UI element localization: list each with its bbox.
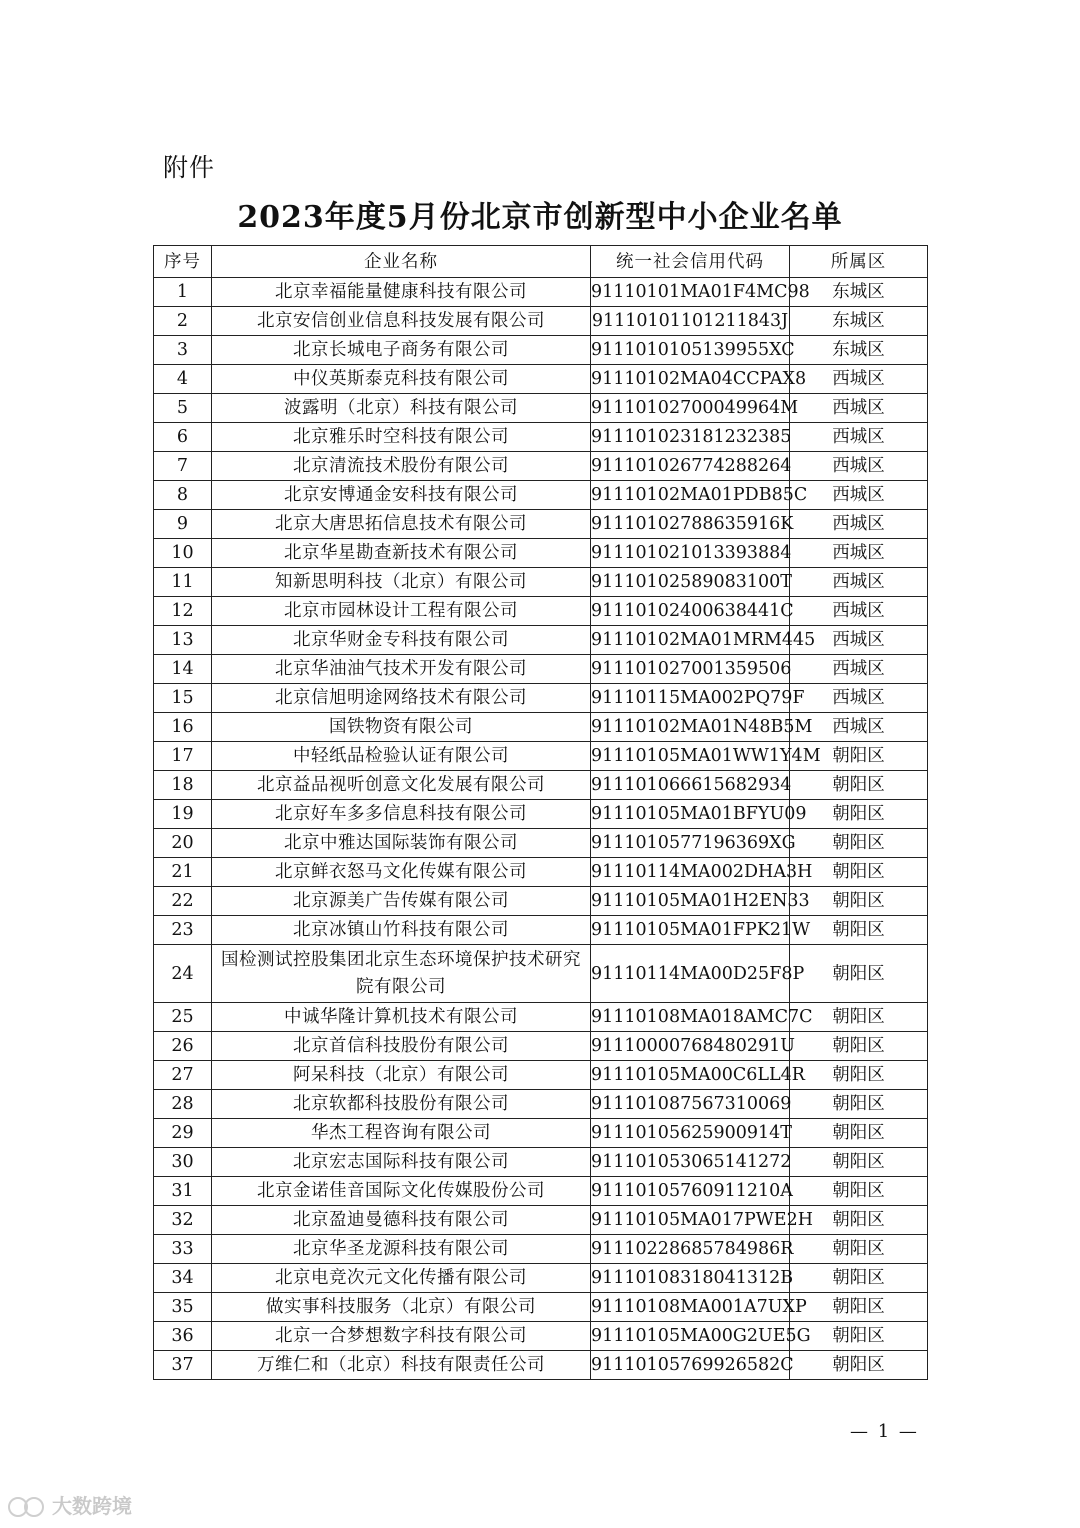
credit-code: 91110102700049964M: [591, 394, 790, 423]
district: 朝阳区: [790, 829, 928, 858]
district: 朝阳区: [790, 916, 928, 945]
district: 朝阳区: [790, 1322, 928, 1351]
district: 东城区: [790, 307, 928, 336]
credit-code: 911101066615682934: [591, 771, 790, 800]
company-name: 北京金诺佳音国际文化传媒股份公司: [212, 1177, 591, 1206]
row-index: 16: [154, 713, 212, 742]
table-body: [154, 278, 928, 1380]
district: 西城区: [790, 684, 928, 713]
credit-code: 91110101101211843J: [591, 307, 790, 336]
table-row: [154, 887, 928, 916]
company-name: 波露明（北京）科技有限公司: [212, 394, 591, 423]
credit-code: 91110102589083100T: [591, 568, 790, 597]
credit-code: 91110114MA00D25F8P: [591, 945, 790, 1003]
enterprise-table: [153, 245, 928, 1380]
district: 西城区: [790, 394, 928, 423]
dashu-logo-icon: [6, 1492, 46, 1518]
row-index: 29: [154, 1119, 212, 1148]
district: 朝阳区: [790, 1235, 928, 1264]
row-index: 15: [154, 684, 212, 713]
company-name: 北京源美广告传媒有限公司: [212, 887, 591, 916]
table-row: [154, 1032, 928, 1061]
company-name: 北京大唐思拓信息技术有限公司: [212, 510, 591, 539]
table-row: [154, 1119, 928, 1148]
district: 朝阳区: [790, 742, 928, 771]
credit-code: 91110102MA01MRM445: [591, 626, 790, 655]
company-name: 阿呆科技（北京）有限公司: [212, 1061, 591, 1090]
table-row: [154, 655, 928, 684]
row-index: 37: [154, 1351, 212, 1380]
table-row: [154, 771, 928, 800]
table-row: [154, 1090, 928, 1119]
table-row: [154, 510, 928, 539]
district: 西城区: [790, 713, 928, 742]
credit-code: 9111010105139955XC: [591, 336, 790, 365]
table-row: [154, 394, 928, 423]
company-name: 北京电竞次元文化传播有限公司: [212, 1264, 591, 1293]
table-row: [154, 742, 928, 771]
company-name: 北京软都科技股份有限公司: [212, 1090, 591, 1119]
credit-code: 91110101MA01F4MC98: [591, 278, 790, 307]
table-row: [154, 626, 928, 655]
company-name: 知新思明科技（北京）有限公司: [212, 568, 591, 597]
row-index: 18: [154, 771, 212, 800]
table-row: [154, 481, 928, 510]
attachment-label: 附件: [163, 153, 216, 182]
table-row: [154, 1206, 928, 1235]
credit-code: 91110105MA01BFYU09: [591, 800, 790, 829]
company-name: 北京长城电子商务有限公司: [212, 336, 591, 365]
credit-code: 91110102400638441C: [591, 597, 790, 626]
district: 朝阳区: [790, 945, 928, 1003]
credit-code: 91110108318041312B: [591, 1264, 790, 1293]
district: 西城区: [790, 626, 928, 655]
table-row: [154, 307, 928, 336]
column-header-credit-code: 统一社会信用代码: [591, 246, 790, 278]
district: 西城区: [790, 365, 928, 394]
watermark-text: 大数跨境: [52, 1494, 132, 1518]
company-name: 北京市园林设计工程有限公司: [212, 597, 591, 626]
credit-code: 91110000768480291U: [591, 1032, 790, 1061]
district: 西城区: [790, 452, 928, 481]
company-name: 北京冰镇山竹科技有限公司: [212, 916, 591, 945]
credit-code: 91110105MA01FPK21W: [591, 916, 790, 945]
company-name: 北京安博通金安科技有限公司: [212, 481, 591, 510]
company-name: 北京清流技术股份有限公司: [212, 452, 591, 481]
credit-code: 91110102788635916K: [591, 510, 790, 539]
table-row: [154, 858, 928, 887]
table-row: [154, 1264, 928, 1293]
company-name: 北京首信科技股份有限公司: [212, 1032, 591, 1061]
row-index: 20: [154, 829, 212, 858]
district: 西城区: [790, 423, 928, 452]
credit-code: 9111010577196369XG: [591, 829, 790, 858]
row-index: 3: [154, 336, 212, 365]
district: 朝阳区: [790, 1293, 928, 1322]
credit-code: 91110102MA01PDB85C: [591, 481, 790, 510]
row-index: 23: [154, 916, 212, 945]
row-index: 1: [154, 278, 212, 307]
district: 朝阳区: [790, 1090, 928, 1119]
credit-code: 91110108MA001A7UXP: [591, 1293, 790, 1322]
district: 东城区: [790, 336, 928, 365]
company-name: 北京信旭明途网络技术有限公司: [212, 684, 591, 713]
row-index: 19: [154, 800, 212, 829]
district: 西城区: [790, 568, 928, 597]
company-name: 国铁物资有限公司: [212, 713, 591, 742]
district: 朝阳区: [790, 1003, 928, 1032]
district: 西城区: [790, 539, 928, 568]
company-name: 北京华油油气技术开发有限公司: [212, 655, 591, 684]
row-index: 7: [154, 452, 212, 481]
district: 朝阳区: [790, 1177, 928, 1206]
column-header-name: 企业名称: [212, 246, 591, 278]
table-row: [154, 1177, 928, 1206]
row-index: 2: [154, 307, 212, 336]
company-name: 北京中雅达国际装饰有限公司: [212, 829, 591, 858]
table-row: [154, 1293, 928, 1322]
district: 朝阳区: [790, 800, 928, 829]
credit-code: 91110105760911210A: [591, 1177, 790, 1206]
company-name: 北京华星勘查新技术有限公司: [212, 539, 591, 568]
credit-code: 911101026774288264: [591, 452, 790, 481]
credit-code: 91110228685784986R: [591, 1235, 790, 1264]
table-row: [154, 365, 928, 394]
row-index: 4: [154, 365, 212, 394]
page-number: — 1 —: [850, 1421, 919, 1442]
row-index: 33: [154, 1235, 212, 1264]
table-row: [154, 568, 928, 597]
credit-code: 91110105MA00C6LL4R: [591, 1061, 790, 1090]
district: 西城区: [790, 481, 928, 510]
table-row: [154, 1322, 928, 1351]
company-name: 北京雅乐时空科技有限公司: [212, 423, 591, 452]
credit-code: 911101023181232385: [591, 423, 790, 452]
row-index: 25: [154, 1003, 212, 1032]
company-name: 北京好车多多信息科技有限公司: [212, 800, 591, 829]
company-name: 中轻纸品检验认证有限公司: [212, 742, 591, 771]
row-index: 36: [154, 1322, 212, 1351]
company-name: 华杰工程咨询有限公司: [212, 1119, 591, 1148]
table-row: [154, 1351, 928, 1380]
district: 朝阳区: [790, 887, 928, 916]
district: 西城区: [790, 597, 928, 626]
table-row: [154, 829, 928, 858]
district: 朝阳区: [790, 1061, 928, 1090]
credit-code: 911101027001359506: [591, 655, 790, 684]
credit-code: 91110114MA002DHA3H: [591, 858, 790, 887]
table-row: [154, 945, 928, 1003]
page-title: 2023年度5月份北京市创新型中小企业名单: [237, 200, 843, 235]
row-index: 11: [154, 568, 212, 597]
district: 朝阳区: [790, 1148, 928, 1177]
company-name: 北京宏志国际科技有限公司: [212, 1148, 591, 1177]
credit-code: 91110108MA018AMC7C: [591, 1003, 790, 1032]
row-index: 26: [154, 1032, 212, 1061]
credit-code: 91110105MA01H2EN33: [591, 887, 790, 916]
district: 朝阳区: [790, 1032, 928, 1061]
district: 西城区: [790, 510, 928, 539]
company-name: 北京幸福能量健康科技有限公司: [212, 278, 591, 307]
table-row: [154, 800, 928, 829]
company-name: 中仪英斯泰克科技有限公司: [212, 365, 591, 394]
company-name: 北京安信创业信息科技发展有限公司: [212, 307, 591, 336]
company-name: 北京华财金专科技有限公司: [212, 626, 591, 655]
district: 朝阳区: [790, 771, 928, 800]
table-row: [154, 713, 928, 742]
company-name: 北京鲜衣怒马文化传媒有限公司: [212, 858, 591, 887]
row-index: 8: [154, 481, 212, 510]
table-row: [154, 336, 928, 365]
company-name: 北京华圣龙源科技有限公司: [212, 1235, 591, 1264]
row-index: 24: [154, 945, 212, 1003]
credit-code: 91110105769926582C: [591, 1351, 790, 1380]
credit-code: 91110102MA04CCPAX8: [591, 365, 790, 394]
credit-code: 91110102MA01N48B5M: [591, 713, 790, 742]
district: 东城区: [790, 278, 928, 307]
district: 朝阳区: [790, 858, 928, 887]
row-index: 30: [154, 1148, 212, 1177]
table-row: [154, 684, 928, 713]
table-row: [154, 916, 928, 945]
row-index: 28: [154, 1090, 212, 1119]
row-index: 27: [154, 1061, 212, 1090]
row-index: 34: [154, 1264, 212, 1293]
column-header-index: 序号: [154, 246, 212, 278]
table-row: [154, 1061, 928, 1090]
row-index: 31: [154, 1177, 212, 1206]
row-index: 13: [154, 626, 212, 655]
row-index: 21: [154, 858, 212, 887]
credit-code: 911101021013393884: [591, 539, 790, 568]
table-row: [154, 452, 928, 481]
table-row: [154, 1148, 928, 1177]
company-name: 做实事科技服务（北京）有限公司: [212, 1293, 591, 1322]
company-name: 北京益品视听创意文化发展有限公司: [212, 771, 591, 800]
row-index: 14: [154, 655, 212, 684]
credit-code: 91110105MA01WW1Y4M: [591, 742, 790, 771]
table-row: [154, 423, 928, 452]
row-index: 17: [154, 742, 212, 771]
row-index: 35: [154, 1293, 212, 1322]
table-row: [154, 1003, 928, 1032]
company-name: 中诚华隆计算机技术有限公司: [212, 1003, 591, 1032]
company-name: 北京一合梦想数字科技有限公司: [212, 1322, 591, 1351]
row-index: 22: [154, 887, 212, 916]
credit-code: 91110105MA017PWE2H: [591, 1206, 790, 1235]
credit-code: 91110115MA002PQ79F: [591, 684, 790, 713]
credit-code: 911101087567310069: [591, 1090, 790, 1119]
row-index: 10: [154, 539, 212, 568]
watermark: [6, 1490, 132, 1519]
company-name: 北京盈迪曼德科技有限公司: [212, 1206, 591, 1235]
table-header-row: [154, 246, 928, 278]
credit-code: 91110105625900914T: [591, 1119, 790, 1148]
row-index: 9: [154, 510, 212, 539]
table-row: [154, 278, 928, 307]
row-index: 32: [154, 1206, 212, 1235]
row-index: 12: [154, 597, 212, 626]
company-name: 国检测试控股集团北京生态环境保护技术研究院有限公司: [212, 945, 591, 1003]
row-index: 5: [154, 394, 212, 423]
table-row: [154, 1235, 928, 1264]
district: 西城区: [790, 655, 928, 684]
table-row: [154, 597, 928, 626]
credit-code: 91110105MA00G2UE5G: [591, 1322, 790, 1351]
district: 朝阳区: [790, 1206, 928, 1235]
table-row: [154, 539, 928, 568]
row-index: 6: [154, 423, 212, 452]
company-name: 万维仁和（北京）科技有限责任公司: [212, 1351, 591, 1380]
column-header-district: 所属区: [790, 246, 928, 278]
credit-code: 911101053065141272: [591, 1148, 790, 1177]
district: 朝阳区: [790, 1264, 928, 1293]
district: 朝阳区: [790, 1119, 928, 1148]
district: 朝阳区: [790, 1351, 928, 1380]
